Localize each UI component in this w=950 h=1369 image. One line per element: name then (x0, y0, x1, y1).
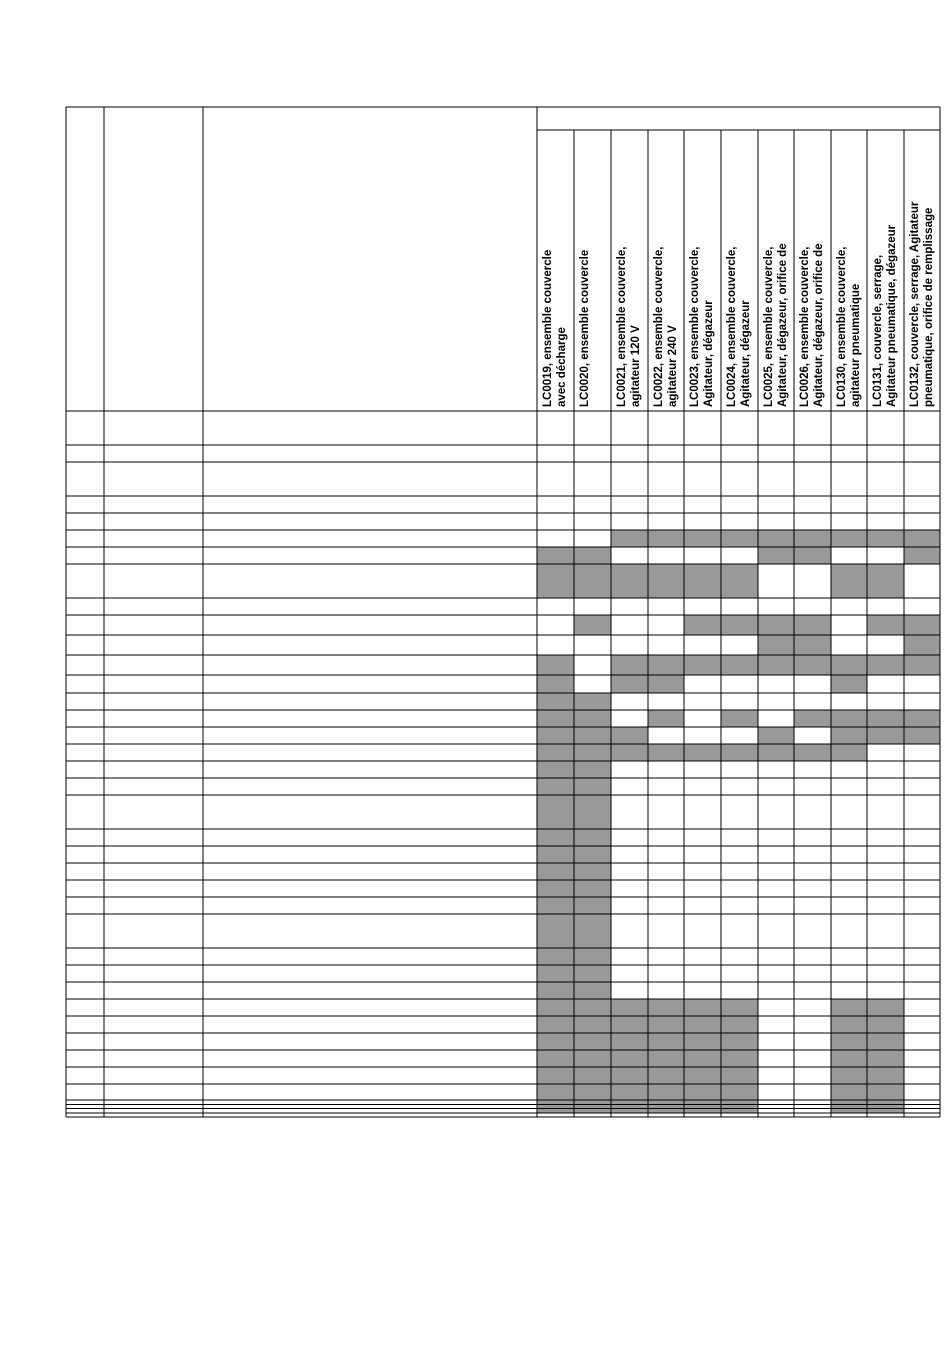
shaded-cell (574, 880, 611, 897)
shaded-cell (758, 547, 794, 564)
shaded-cell (537, 982, 574, 999)
shaded-cell (574, 710, 611, 727)
shaded-cell (574, 778, 611, 795)
shaded-cell (904, 547, 940, 564)
shaded-cell (794, 530, 831, 547)
shaded-cell (684, 1067, 721, 1084)
shaded-cell (574, 547, 611, 564)
shaded-cell (867, 655, 904, 675)
shaded-cell (684, 1016, 721, 1033)
shaded-cell (574, 829, 611, 846)
column-header-label: agitateur pneumatique (850, 283, 862, 407)
column-header-label: LC0021, ensemble couvercle, (616, 246, 628, 407)
shaded-cell (684, 1084, 721, 1100)
shaded-cell (794, 744, 831, 761)
shaded-cell (684, 744, 721, 761)
shaded-cell (648, 530, 684, 547)
shaded-cell (831, 530, 867, 547)
shaded-cell (831, 1100, 867, 1104)
shaded-cell (721, 1104, 758, 1108)
shaded-cell (831, 744, 867, 761)
shaded-cell (537, 778, 574, 795)
shaded-cell (904, 615, 940, 635)
shaded-cell (867, 727, 904, 744)
shaded-cell (758, 635, 794, 655)
shaded-cell (867, 1084, 904, 1100)
shaded-cell (867, 1067, 904, 1084)
shaded-cell (611, 744, 648, 761)
column-header-label: LC0026, ensemble couvercle, (799, 246, 811, 407)
shaded-cell (684, 1050, 721, 1067)
shaded-cell (867, 710, 904, 727)
shaded-cell (611, 675, 648, 693)
shaded-cell (537, 1050, 574, 1067)
shaded-cell (684, 1104, 721, 1108)
shaded-cell (721, 615, 758, 635)
shaded-cell (611, 999, 648, 1016)
shaded-cell (537, 999, 574, 1016)
shaded-cell (537, 655, 574, 675)
shaded-cell (537, 1067, 574, 1084)
shaded-cell (574, 615, 611, 635)
shaded-cell (537, 948, 574, 965)
shaded-cell (537, 897, 574, 914)
shaded-cell (831, 655, 867, 675)
shaded-cell (574, 948, 611, 965)
column-header-label: LC0025, ensemble couvercle, (763, 246, 775, 407)
shaded-cell (611, 1050, 648, 1067)
shaded-cell (721, 1067, 758, 1084)
column-header-label: LC0130, ensemble couvercle, (836, 246, 848, 407)
shaded-cell (831, 999, 867, 1016)
shaded-cell (574, 999, 611, 1016)
shaded-cell (684, 999, 721, 1016)
shaded-cell (611, 1033, 648, 1050)
shaded-cell (537, 564, 574, 598)
shaded-cell (648, 710, 684, 727)
column-header-label: avec décharge (556, 327, 568, 407)
shaded-cell (867, 530, 904, 547)
column-header-label: agitateur 120 V (630, 325, 642, 407)
shaded-cell (867, 1050, 904, 1067)
shaded-cell (611, 564, 648, 598)
shaded-cell (831, 1050, 867, 1067)
shaded-cell (758, 727, 794, 744)
shaded-cell (611, 655, 648, 675)
column-header-label: pneumatique, orifice de remplissage (923, 207, 935, 407)
shaded-cell (574, 1084, 611, 1100)
shaded-cell (611, 1084, 648, 1100)
shaded-cell (648, 1050, 684, 1067)
shaded-cell (537, 710, 574, 727)
shaded-cell (537, 1033, 574, 1050)
column-header-label: LC0019, ensemble couvercle (542, 249, 554, 407)
shaded-cell (574, 761, 611, 778)
shaded-cell (574, 564, 611, 598)
shaded-cell (574, 1033, 611, 1050)
column-header-label: Agitateur, dégazeur (703, 300, 715, 407)
shaded-cell (537, 846, 574, 863)
shaded-cell (574, 1100, 611, 1104)
column-header-label: LC0022, ensemble couvercle, (653, 246, 665, 407)
shaded-cell (611, 727, 648, 744)
shaded-cell (721, 655, 758, 675)
column-header-label: LC0132, couvercle, serrage, Agitateur (909, 201, 921, 407)
shaded-cell (537, 727, 574, 744)
shaded-cell (831, 1104, 867, 1108)
shaded-cell (537, 693, 574, 710)
shaded-cell (831, 675, 867, 693)
shaded-cell (904, 635, 940, 655)
shaded-cell (831, 710, 867, 727)
shaded-cell (574, 1050, 611, 1067)
shaded-cell (574, 795, 611, 829)
shaded-cell (831, 1033, 867, 1050)
shaded-cell (684, 1033, 721, 1050)
column-header-label: LC0020, ensemble couvercle (579, 249, 591, 407)
shaded-cell (831, 1109, 867, 1113)
shaded-cell (574, 846, 611, 863)
column-header-label: Agitateur, dégazeur (740, 300, 752, 407)
column-header-label: agitateur 240 V (667, 325, 679, 407)
shaded-cell (537, 1104, 574, 1108)
shaded-cell (684, 564, 721, 598)
shaded-cell (904, 530, 940, 547)
shaded-cell (537, 965, 574, 982)
shaded-cell (574, 693, 611, 710)
shaded-cell (758, 655, 794, 675)
shaded-cell (648, 744, 684, 761)
shaded-cell (574, 727, 611, 744)
shaded-cell (648, 675, 684, 693)
column-header-label: LC0024, ensemble couvercle, (726, 246, 738, 407)
shaded-cell (684, 655, 721, 675)
shaded-cell (648, 655, 684, 675)
shaded-cell (574, 1104, 611, 1108)
shaded-cell (537, 795, 574, 829)
shaded-cell (831, 727, 867, 744)
shaded-cell (574, 914, 611, 948)
shaded-cell (648, 1016, 684, 1033)
shaded-cell (867, 999, 904, 1016)
shaded-cell (537, 1084, 574, 1100)
shaded-cell (721, 744, 758, 761)
column-header-label: Agitateur, dégazeur, orifice de (777, 243, 789, 407)
shaded-cell (904, 710, 940, 727)
shaded-cell (574, 982, 611, 999)
shaded-cell (758, 744, 794, 761)
shaded-cell (794, 547, 831, 564)
shaded-cell (574, 965, 611, 982)
shaded-cell (867, 1016, 904, 1033)
shaded-cell (537, 1100, 574, 1104)
shaded-cell (574, 1016, 611, 1033)
shaded-cell (537, 547, 574, 564)
shaded-cell (537, 675, 574, 693)
shaded-cell (684, 1109, 721, 1113)
shaded-cell (611, 1016, 648, 1033)
shaded-cell (537, 914, 574, 948)
shaded-cell (831, 564, 867, 598)
shaded-cell (721, 1033, 758, 1050)
shaded-cell (684, 530, 721, 547)
column-headers (542, 201, 935, 407)
shaded-cell (684, 615, 721, 635)
shaded-cell (721, 530, 758, 547)
shaded-cell (721, 1109, 758, 1113)
shaded-cell (867, 564, 904, 598)
shaded-cell (611, 1104, 648, 1108)
shaded-cell (611, 530, 648, 547)
shaded-cell (721, 999, 758, 1016)
shaded-cell (648, 1100, 684, 1104)
shaded-cell (648, 1104, 684, 1108)
shaded-cell (721, 710, 758, 727)
shaded-cell (758, 530, 794, 547)
column-header-label: Agitateur, dégazeur, orifice de (813, 243, 825, 407)
shaded-cell (867, 1104, 904, 1108)
shaded-cell (721, 564, 758, 598)
shaded-cell (648, 564, 684, 598)
shaded-cell (574, 744, 611, 761)
column-header-label: LC0023, ensemble couvercle, (689, 246, 701, 407)
shaded-cell (721, 1100, 758, 1104)
shaded-cell (611, 1109, 648, 1113)
shaded-cell (867, 1100, 904, 1104)
shaded-cell (537, 863, 574, 880)
shaded-cell (574, 863, 611, 880)
shaded-cell (867, 1033, 904, 1050)
shaded-cell (794, 655, 831, 675)
shaded-cell (721, 1084, 758, 1100)
shaded-cell (648, 1084, 684, 1100)
shaded-cell (537, 880, 574, 897)
shaded-cell (648, 1033, 684, 1050)
shaded-cell (831, 1067, 867, 1084)
shaded-cell (574, 1067, 611, 1084)
shaded-cell (794, 615, 831, 635)
shaded-cell (794, 635, 831, 655)
shaded-cell (904, 727, 940, 744)
shaded-cell (537, 829, 574, 846)
shaded-cell (611, 1067, 648, 1084)
shaded-cell (537, 1016, 574, 1033)
shaded-cell (648, 999, 684, 1016)
shaded-cell (794, 710, 831, 727)
shaded-cell (537, 761, 574, 778)
shaded-cell (867, 1109, 904, 1113)
shaded-cell (904, 655, 940, 675)
shaded-cells (537, 530, 940, 1113)
shaded-cell (831, 1084, 867, 1100)
shaded-cell (648, 1109, 684, 1113)
shaded-cell (721, 1050, 758, 1067)
shaded-cell (611, 1100, 648, 1104)
shaded-cell (721, 1016, 758, 1033)
shaded-cell (831, 1016, 867, 1033)
shaded-cell (648, 1067, 684, 1084)
column-header-label: LC0131, couvercle, serrage, (872, 254, 884, 407)
shaded-cell (684, 1100, 721, 1104)
shaded-cell (537, 744, 574, 761)
shaded-cell (574, 1109, 611, 1113)
column-header-label: Agitateur pneumatique, dégazeur (886, 224, 898, 407)
shaded-cell (537, 1109, 574, 1113)
shaded-cell (867, 615, 904, 635)
shaded-cell (758, 615, 794, 635)
shaded-cell (574, 897, 611, 914)
